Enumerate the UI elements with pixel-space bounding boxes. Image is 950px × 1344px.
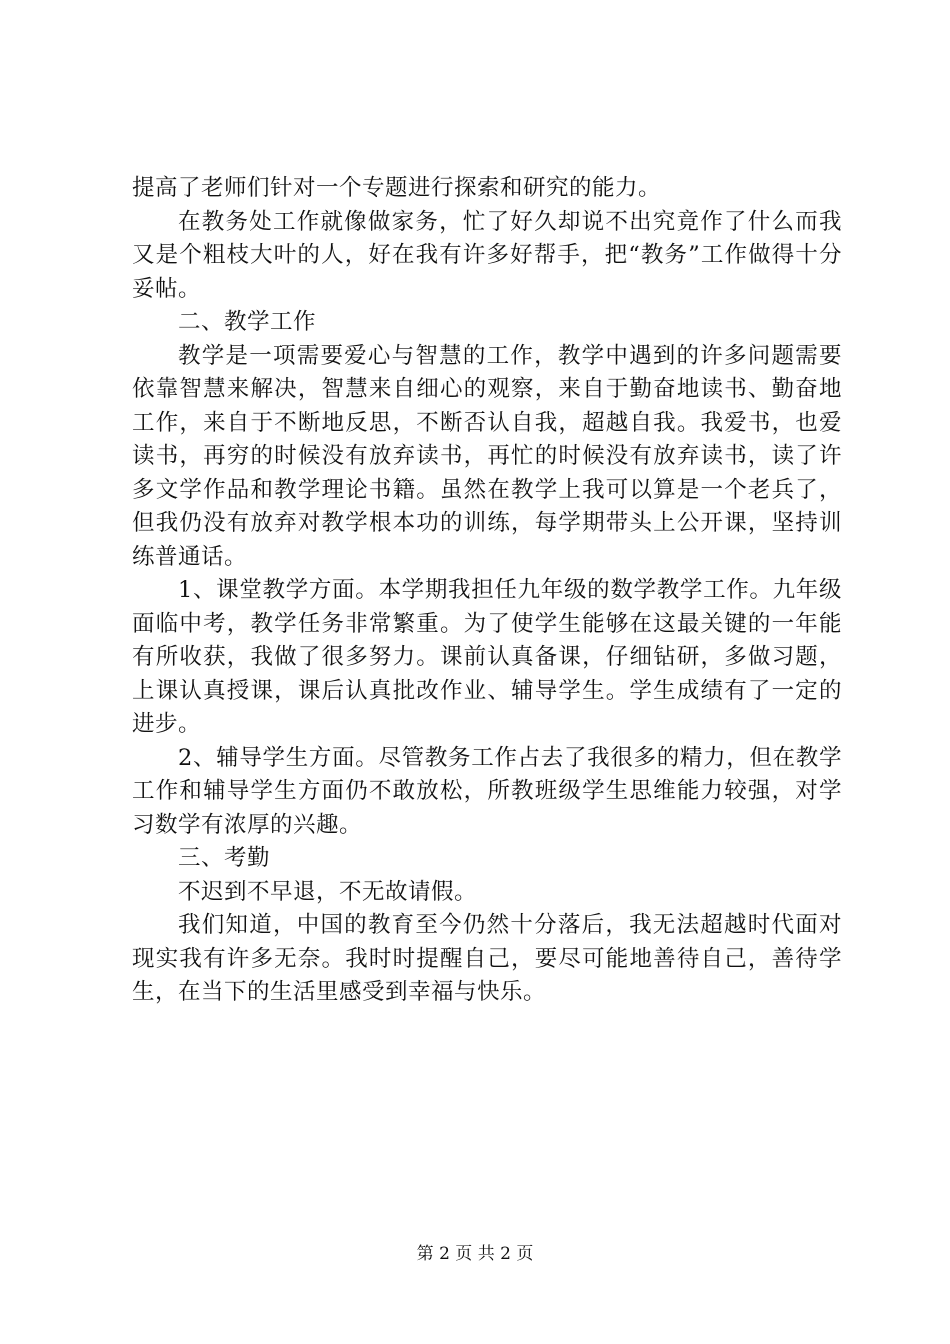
paragraph-4: 教学是一项需要爱心与智慧的工作，教学中遇到的许多问题需要依靠智慧来解决，智慧来自细心的观察，来自于勤奋地读书、勤奋地工作，来自于不断地反思，不断否认自我，超越自我。我爱书，也爱读书，再穷的时候没有放弃读书，再忙的时候没有放弃读书，读了许多文学作品和教学理论书籍。虽然在教学上我可以算是一个老兵了，但我仍没有放弃对教学根本功的训练，每学期带头上公开课，坚持训练普通话。 — [132, 342, 842, 570]
paragraph-9: 我们知道，中国的教育至今仍然十分落后，我无法超越时代面对现实我有许多无奈。我时时提醒自己，要尽可能地善待自己，善待学生，在当下的生活里感受到幸福与快乐。 — [132, 912, 842, 1005]
section-heading-teaching: 二、教学工作 — [178, 309, 317, 335]
paragraph-1: 提高了老师们针对一个专题进行探索和研究的能力。 — [132, 175, 662, 201]
paragraph-8: 不迟到不早退，不无故请假。 — [178, 878, 478, 905]
document-body — [132, 172, 842, 1010]
page-number-footer: 第 2 页 共 2 页 — [416, 1244, 534, 1264]
section-heading-attendance: 三、考勤 — [178, 845, 271, 871]
paragraph-6: 2、辅导学生方面。尽管教务工作占去了我很多的精力，但在教学工作和辅导学生方面仍不敢放松，所教班级学生思维能力较强，对学习数学有浓厚的兴趣。 — [132, 744, 842, 838]
paragraph-5: 1、课堂教学方面。本学期我担任九年级的数学教学工作。九年级面临中考，教学任务非常繁重。为了使学生能够在这最关键的一年能有所收获，我做了很多努力。课前认真备课，仔细钻研，多做习题，上课认真授课，课后认真批改作业、辅导学生。学生成绩有了一定的进步。 — [132, 577, 842, 737]
paragraph-2: 在教务处工作就像做家务，忙了好久却说不出究竟作了什么而我又是个粗枝大叶的人，好在我有许多好帮手，把“教务”工作做得十分妥帖。 — [132, 208, 842, 302]
